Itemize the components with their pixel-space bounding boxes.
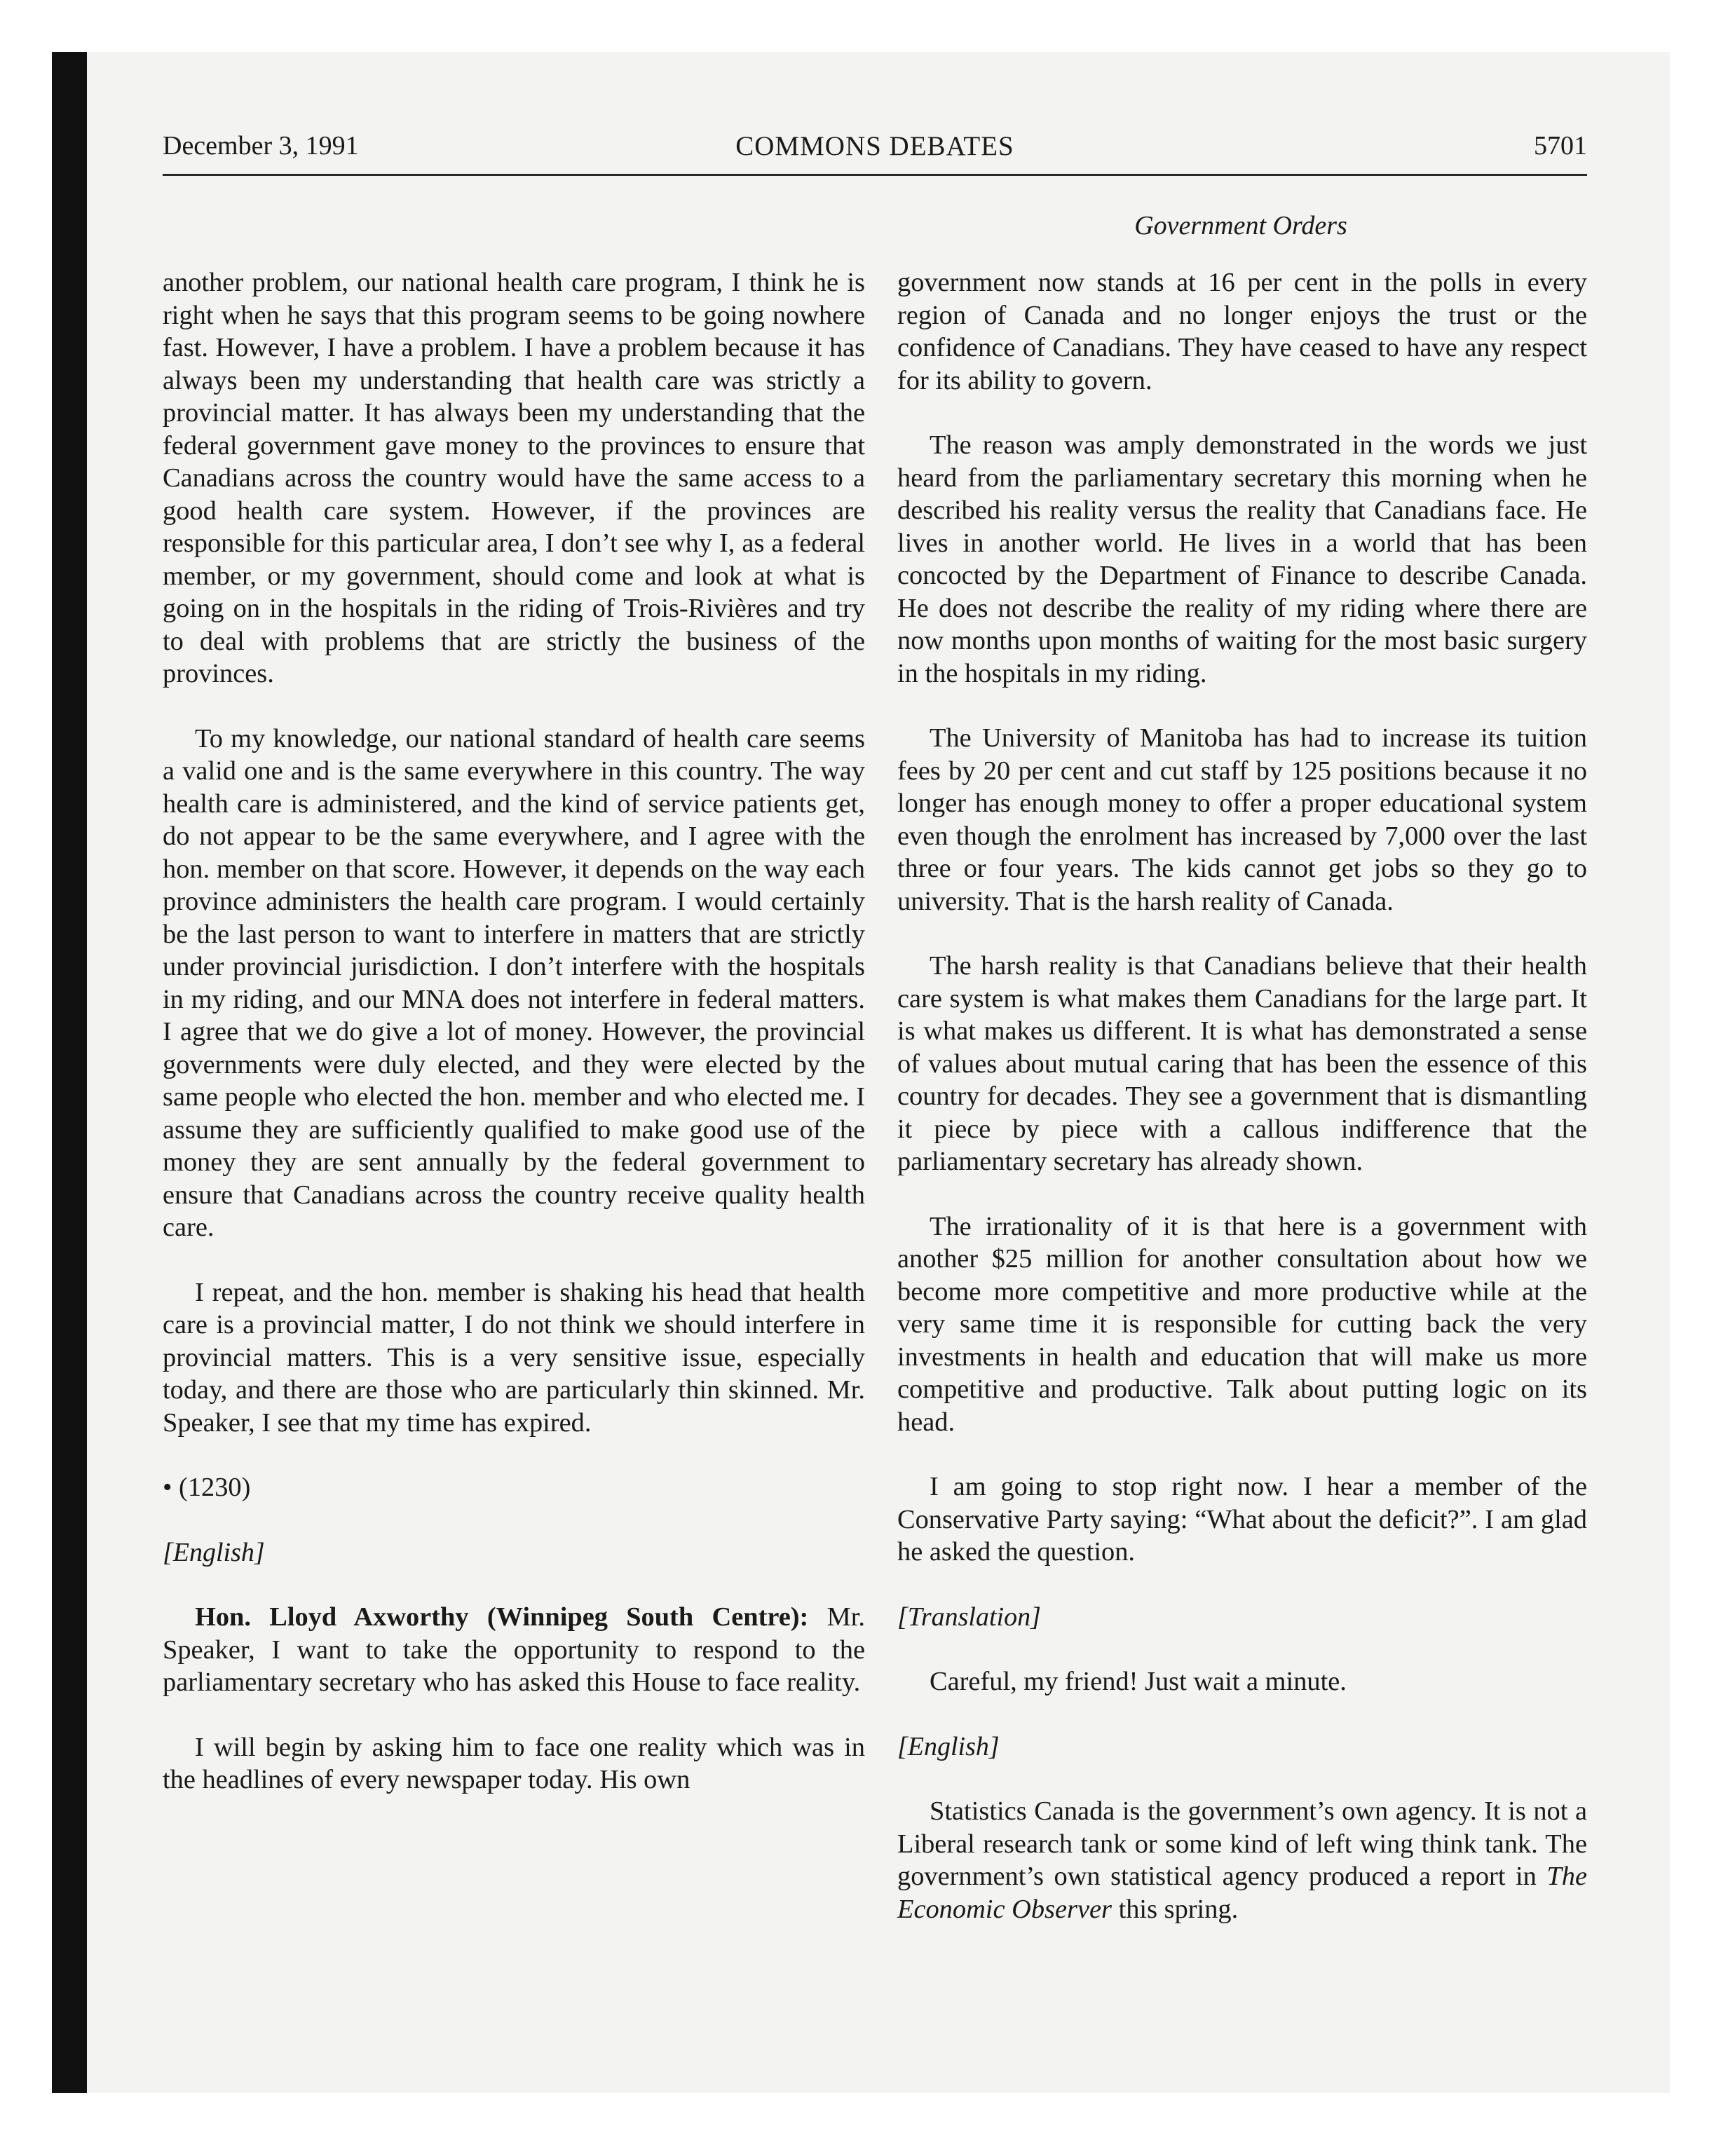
section-heading: Government Orders: [1134, 211, 1347, 240]
paragraph-text: this spring.: [1111, 1894, 1239, 1924]
paragraph: [163, 1601, 865, 1699]
paragraph: The reason was amply demonstrated in the words we just heard from the parliamentary secretary this morning when he described his reality versus the reality that Canadians face. He lives in another world. He lives in a world that has been concocted by the Department of Finance to describe Canada. He does not describe the reality of my riding where there are now months upon months of waiting for the most basic surgery in the hospitals in my riding.: [897, 430, 1587, 688]
language-tag-text: [English]: [897, 1731, 1000, 1761]
time-marker: • (1230): [163, 1473, 251, 1502]
header-date: December 3, 1991: [163, 131, 359, 161]
paragraph: I am going to stop right now. I hear a member of the Conservative Party saying: “What about the deficit?”. I am glad he asked the question.: [897, 1472, 1587, 1567]
paragraph: The harsh reality is that Canadians believe that their health care system is what makes them Canadians for the large part. It is what makes us different. It is what has demonstrated a sense of values about mutual caring that has been the essence of this country for decades. They see a government that is dismantling it piece by piece with a callous indifference that the parliamentary secretary has already shown.: [897, 951, 1587, 1176]
language-tag: [897, 1731, 1587, 1763]
speech-text: Mr. Speaker, I want to take the opportunity to respond to the parliamentary secretary who has asked this House to face reality.: [163, 1602, 865, 1697]
paragraph-text: Statistics Canada is the government’s own agency. It is not a Liberal research tank or some kind of left wing think tank. The government’s own statistical agency produced a report in: [897, 1796, 1587, 1891]
speaker-name: Hon. Lloyd Axworthy (Winnipeg South Centre):: [195, 1602, 809, 1632]
running-header: [163, 130, 1587, 172]
language-tag-text: [Translation]: [897, 1602, 1041, 1632]
paragraph: Careful, my friend! Just wait a minute.: [930, 1667, 1347, 1696]
paragraph: another problem, our national health care program, I think he is right when he says that this program seems to be going nowhere fast. However, I have a problem. I have a problem because it has always been my understanding that health care was strictly a provincial matter. It has always been my understanding that the federal government gave money to the provinces to ensure that Canadians across the country would have the same access to a good health care system. However, if the provinces are responsible for this particular area, I don’t see why I, as a federal member, or my government, should come and look at what is going on in the hospitals in the riding of Trois-Rivières and try to deal with problems that are strictly the business of the provinces.: [163, 268, 865, 688]
right-column: [897, 266, 1587, 1925]
left-column: [163, 266, 865, 1796]
language-tag-text: [English]: [163, 1537, 265, 1567]
header-title: COMMONS DEBATES: [735, 131, 1014, 161]
paragraph: I will begin by asking him to face one reality which was in the headlines of every newspaper today. His own: [163, 1732, 865, 1794]
paragraph: I repeat, and the hon. member is shaking his head that health care is a provincial matter, I do not think we should interfere in provincial matters. This is a very sensitive issue, especially today, and there are those who are particularly thin skinned. Mr. Speaker, I see that my time has expired.: [163, 1277, 865, 1438]
scan-edge: [52, 52, 87, 2093]
paragraph: The University of Manitoba has had to increase its tuition fees by 20 per cent and cut staff by 125 positions because it no longer has enough money to offer a proper educational system even though the enrolment has increased by 7,000 over the last three or four years. The kids cannot get jobs so they go to university. That is the harsh reality of Canada.: [897, 723, 1587, 916]
paragraph: government now stands at 16 per cent in the polls in every region of Canada and no longer enjoys the trust or the confidence of Canadians. They have ceased to have any respect for its ability to govern.: [897, 268, 1587, 395]
paragraph: [897, 1795, 1587, 1925]
paragraph: The irrationality of it is that here is a government with another $25 million for another consultation about how we become more competitive and more productive while at the very same time it is responsible for cutting back the very investments in health and education that will make us more competitive and productive. Talk about putting logic on its head.: [897, 1211, 1587, 1437]
language-tag: [897, 1601, 1587, 1634]
language-tag: [163, 1536, 865, 1569]
header-rule: [163, 174, 1587, 176]
page-number: 5701: [1534, 131, 1587, 161]
publication-title: The Economic Observer: [897, 1862, 1587, 1924]
paragraph: To my knowledge, our national standard of health care seems a valid one and is the same everywhere in this country. The way health care is administered, and the kind of service patients get, do not appear to be the same everywhere, and I agree with the hon. member on that score. However, it depends on the way each province administers the health care program. I would certainly be the last person to want to interfere in matters that are strictly under provincial jurisdiction. I don’t interfere with the hospitals in my riding, and our MNA does not interfere in federal matters. I agree that we do give a lot of money. However, the provincial governments were duly elected, and they were elected by the same people who elected the hon. member and who elected me. I assume they are sufficiently qualified to make good use of the money they are sent annually by the federal government to ensure that Canadians across the country receive quality health care.: [163, 723, 865, 1242]
